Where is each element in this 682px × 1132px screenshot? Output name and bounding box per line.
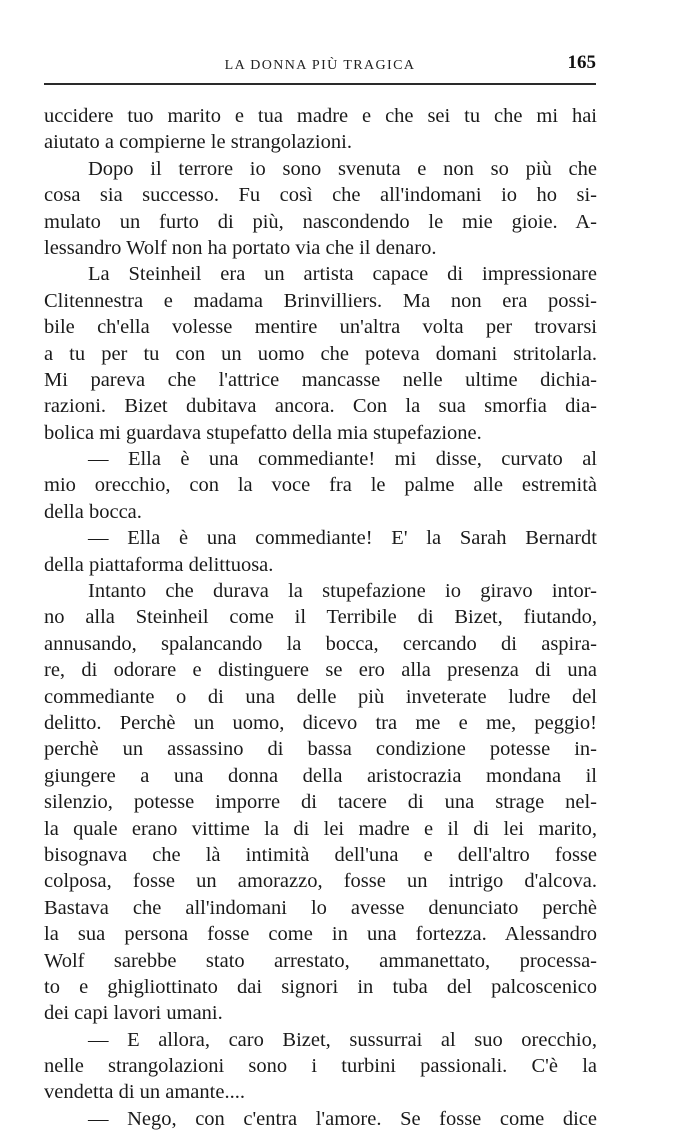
text-line: della bocca. [44,500,142,523]
text-line: vendetta di un amante.... [44,1081,245,1104]
text-line: mulato un furto di più, nascondendo le mie gioie. A- [44,210,597,233]
running-title: LA DONNA PIÙ TRAGICA [224,58,416,73]
page-number: 165 [567,52,596,73]
text-line: Wolf sarebbe stato arrestato, ammanettato, processa- [44,949,597,972]
text-line: — Ella è una commediante! mi disse, curvato al [88,448,597,471]
text-line: razioni. Bizet dubitava ancora. Con la sua smorfia dia- [44,395,597,418]
text-line: la quale erano vittime la di lei madre e il di lei marito, [44,817,597,840]
text-line: bile ch'ella volesse mentire un'altra volta per trovarsi [44,316,597,339]
text-line: — Nego, con c'entra l'amore. Se fosse come dice [88,1107,597,1130]
text-line: giungere a una donna della aristocrazia mondana il [44,764,597,787]
text-line: to e ghigliottinato dai signori in tuba del palcoscenico [44,975,597,998]
text-line: Mi pareva che l'attrice mancasse nelle ultime dichia- [44,368,597,391]
body-text [44,103,597,1132]
text-line: cosa sia successo. Fu così che all'indomani io ho si- [44,184,597,207]
text-line: — Ella è una commediante! E' la Sarah Bernardt [88,527,597,550]
text-line: Dopo il terrore io sono svenuta e non so più che [88,157,597,180]
text-line: re, di odorare e distinguere se ero alla presenza di una [44,659,597,682]
text-line: aiutato a compierne le strangolazioni. [44,131,352,154]
text-line: no alla Steinheil come il Terribile di Bizet, fiutando, [44,606,597,629]
text-line: commediante o di una delle più inveterate ludre del [44,685,597,708]
text-line: lessandro Wolf non ha portato via che il denaro. [44,236,437,259]
text-line: silenzio, potesse imporre di tacere di una strage nel- [44,791,597,814]
text-line: nelle strangolazioni sono i turbini passionali. C'è la [44,1055,597,1078]
text-line: Clitennestra e madama Brinvilliers. Ma non era possi- [44,289,597,312]
text-line: a tu per tu con un uomo che poteva domani stritolarla. [44,342,597,365]
text-line: della piattaforma delittuosa. [44,553,274,576]
text-line: colposa, fosse un amorazzo, fosse un intrigo d'alcova. [44,870,597,893]
text-line: Intanto che durava la stupefazione io giravo intor- [88,580,597,603]
text-line: Bastava che all'indomani lo avesse denunciato perchè [44,896,597,919]
text-line: mio orecchio, con la voce fra le palme alle estremità [44,474,597,497]
text-line: — E allora, caro Bizet, sussurrai al suo orecchio, [88,1028,597,1051]
text-line: uccidere tuo marito e tua madre e che sei tu che mi hai [44,105,597,127]
text-line: delitto. Perchè un uomo, dicevo tra me e me, peggio! [44,711,597,734]
page-header [44,50,596,80]
text-line: La Steinheil era un artista capace di impressionare [88,263,597,286]
text-line: perchè un assassino di bassa condizione potesse in- [44,738,597,761]
header-rule [44,83,596,85]
text-line: bolica mi guardava stupefatto della mia stupefazione. [44,421,482,444]
text-line: dei capi lavori umani. [44,1002,223,1025]
text-line: la sua persona fosse come in una fortezza. Alessandro [44,923,597,946]
text-line: annusando, spalancando la bocca, cercando di aspira- [44,632,597,655]
text-line: bisognava che là intimità dell'una e dell'altro fosse [44,843,597,866]
